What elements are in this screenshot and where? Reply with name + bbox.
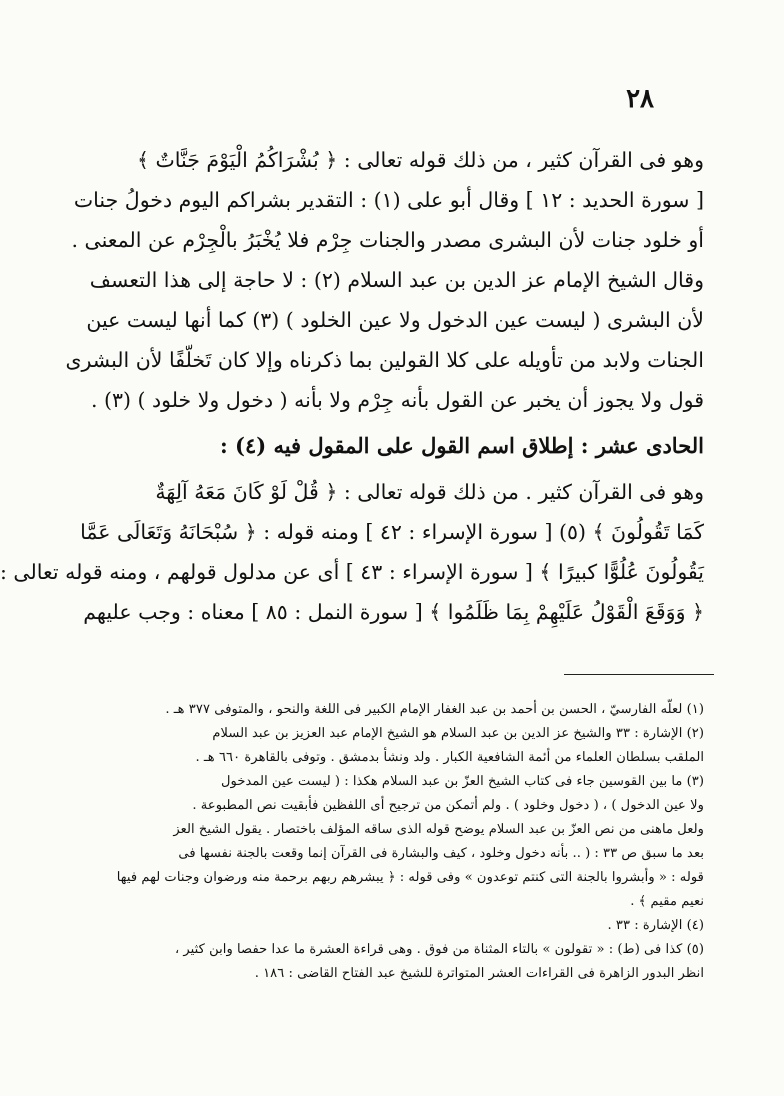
page-number: ٢٨: [626, 84, 654, 114]
main-text: [0, 140, 704, 632]
footnote-line: (٢) الإشارة : ٣٣ والشيخ عز الدين بن عبد السلام هو الشيخ الإمام عبد العزيز بن عبد السلام: [212, 726, 704, 741]
text-line: [ سورة الحديد : ١٢ ] وقال أبو على (١) : التقدير بشراكم اليوم دخولُ جنات: [73, 188, 704, 212]
footnote-line: ولعل ماهنى من نص العزّ بن عبد السلام يوضح قوله الذى ساقه المؤلف باختصار . يقول الشيخ العز: [173, 822, 704, 837]
text-line: الجنات ولابد من تأويله على كلا القولين بما ذكرناه وإلا كان تَخلّفًا لأن البشرى: [65, 348, 704, 372]
footnote-line: قوله : « وأبشروا بالجنة التى كنتم توعدون » وفى قوله : ﴿ يبشرهم ربهم برحمة منه ورضوان وجنات لهم فيها: [116, 870, 704, 885]
section-heading: الحادى عشر : إطلاق اسم القول على المقول فيه (٤) :: [219, 433, 704, 458]
text-line: يَقُولُونَ عُلُوًّا كبيرًا ﴾ [ سورة الإسراء : ٤٣ ] أى عن مدلول قولهم ، ومنه قوله تعالى :: [0, 560, 704, 584]
footnote-divider: [564, 674, 714, 675]
footnote-line: ولا عين الدخول ) ، ( دخول وخلود ) . ولم أتمكن من ترجيح أى اللفظين فأبقيت نص المطبوعة .: [192, 798, 704, 813]
footnote-line: انظر البدور الزاهرة فى القراءات العشر المتواترة للشيخ عبد الفتاح القاضى : ١٨٦ .: [254, 966, 704, 981]
footnote-line: (٥) كذا فى (ط) : « تقولون » بالتاء المثناة من فوق . وهى قراءة العشرة ما عدا حفصا وابن كثير ،: [174, 942, 704, 957]
footnote-line: (٤) الإشارة : ٣٣ .: [607, 918, 704, 933]
footnote-line: بعد ما سبق ص ٣٣ : ( .. بأنه دخول وخلود ، كيف والبشارة فى القرآن إنما وقعت بالجنة نفسها فى: [178, 846, 704, 861]
footnote-line: الملقب بسلطان العلماء من أئمة الشافعية الكبار . ولد ونشأ بدمشق . وتوفى بالقاهرة ٦٦٠ هـ .: [195, 750, 704, 765]
text-line: لأن البشرى ( ليست عين الدخول ولا عين الخلود ) (٣) كما أنها ليست عين: [86, 308, 704, 332]
text-line: أو خلود جنات لأن البشرى مصدر والجنات جِرْم فلا يُخْبَرُ بالْجِرْم عن المعنى .: [71, 228, 704, 252]
footnotes: [100, 692, 704, 986]
text-line: وقال الشيخ الإمام عز الدين بن عبد السلام (٢) : لا حاجة إلى هذا التعسف: [89, 268, 704, 292]
text-line: وهو فى القرآن كثير ، من ذلك قوله تعالى : ﴿ بُشْرَاكُمُ الْيَوْمَ جَنَّاتٌ ﴾: [136, 148, 704, 172]
text-line: كَمَا تَقُولُونَ ﴾ (٥) [ سورة الإسراء : ٤٢ ] ومنه قوله : ﴿ سُبْحَانَهُ وَتَعَالَى عَمَّا: [80, 520, 704, 544]
footnote-line: نعيم مقيم ﴾ .: [630, 894, 704, 909]
footnote-line: (٣) ما بين القوسين جاء فى كتاب الشيخ العزّ بن عبد السلام هكذا : ( ليست عين المدخول: [220, 774, 704, 789]
text-line: وهو فى القرآن كثير . من ذلك قوله تعالى : ﴿ قُلْ لَوْ كَانَ مَعَهُ آلِهَةٌ: [155, 480, 704, 504]
footnote-line: (١) لعلّه الفارسيّ ، الحسن بن أحمد بن عبد الغفار الإمام الكبير فى اللغة والنحو ، والمتوفى ٣٧٧ هـ .: [165, 702, 704, 717]
text-line: قول ولا يجوز أن يخبر عن القول بأنه جِرْم ولا بأنه ( دخول ولا خلود ) (٣) .: [90, 388, 704, 412]
text-line: ﴿ وَوَقَعَ الْقَوْلُ عَلَيْهِمْ بِمَا ظَلَمُوا ﴾ [ سورة النمل : ٨٥ ] معناه : وجب عليهم: [83, 600, 704, 624]
